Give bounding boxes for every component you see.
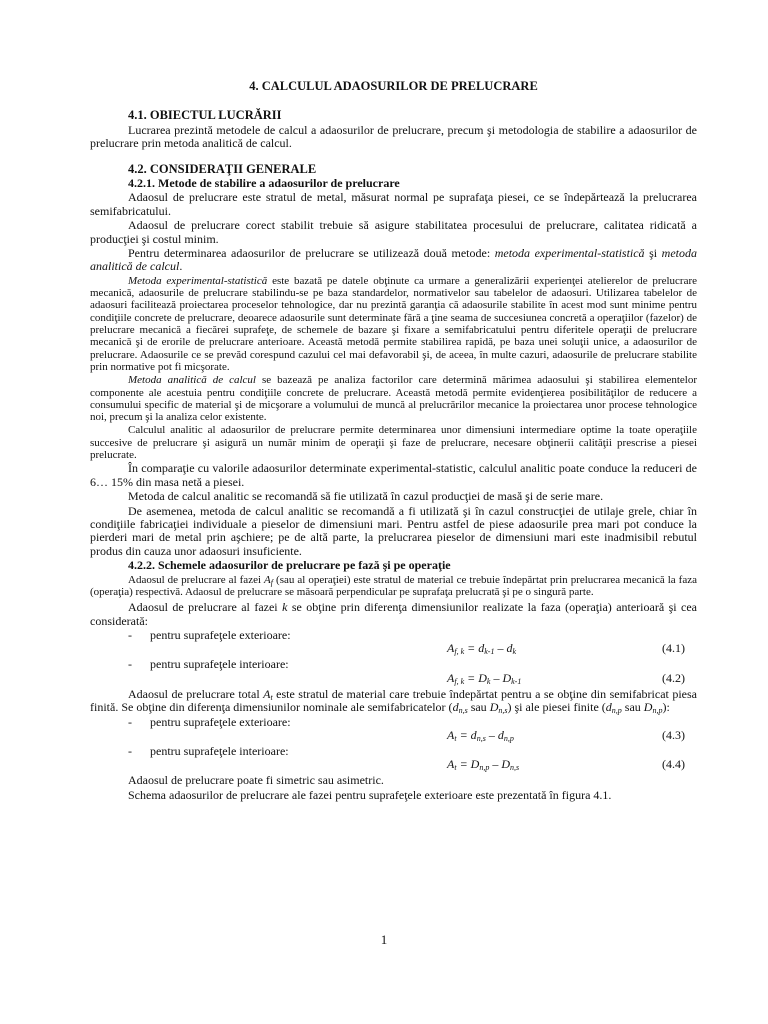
equation-number: (4.2)	[662, 670, 685, 685]
equation-number: (4.1)	[662, 641, 685, 656]
paragraph-total-allowance: Adaosul de prelucrare total $A_t$ este stratul de material care trebuie îndepărtat pentru a se obţine din semifabricat piesa finită. Se obţine din diferenţa dimensiunilor nominale ale semifabricatelor ($d_{n,s}$ sau $D_{n,s}$) şi ale piesei finite ($d_{n,p}$ sau $D_{n,p}$):	[90, 686, 697, 716]
equation-4-3	[90, 729, 697, 743]
paragraph-analytical-calculation: Calculul analitic al adaosurilor de prelucrare permite determinarea unor dimensiuni intermediare optime la toate operaţiile succesive de prelucrare şi asigură un număr minim de operaţii şi faze de prelucrare, necesare obţinerii calităţii prescrise a piesei prelucrate.	[90, 424, 697, 462]
equation-4-4	[90, 758, 697, 772]
paragraph-comparison: În comparaţie cu valorile adaosurilor determinate experimental-statistic, calculul analitic poate conduce la reduceri de 6… 15% din masa netă a piesei.	[90, 461, 697, 489]
list-item-exterior: - pentru suprafeţele exterioare:	[128, 714, 291, 729]
paragraph-symmetry: Adaosul de prelucrare poate fi simetric sau asimetric.	[128, 773, 384, 788]
equation-formula: $A_t = d_{n,s} - d_{n,p}$	[447, 728, 514, 744]
paragraph-definition: Adaosul de prelucrare este stratul de metal, măsurat normal pe suprafaţa piesei, ce se îndepărtează la prelucrarea semifabricatului.	[90, 190, 697, 218]
subsection-heading-4-2-2: 4.2.2. Schemele adaosurilor de prelucrare pe fază şi pe operaţie	[128, 558, 451, 573]
equation-4-1	[90, 642, 697, 656]
chapter-title: 4. CALCULUL ADAOSURILOR DE PRELUCRARE	[249, 79, 538, 93]
section-heading-4-1: 4.1. OBIECTUL LUCRĂRII	[128, 108, 282, 123]
list-item-interior: - pentru suprafeţele interioare:	[128, 744, 289, 759]
equation-formula: $A_t = D_{n,p} - D_{n,s}$	[447, 757, 520, 773]
page-number: 1	[380, 932, 388, 947]
equation-number: (4.3)	[662, 728, 685, 743]
paragraph-objective: Lucrarea prezintă metodele de calcul a adaosurilor de prelucrare, precum şi metodologia de stabilire a adaosurilor de prelucrare prin metoda analitică de calcul.	[90, 122, 697, 151]
paragraph-recommendation: Metoda de calcul analitic se recomandă să fie utilizată în cazul producţiei de masă şi de serie mare.	[128, 489, 604, 504]
paragraph-phase-k: Adaosul de prelucrare al fazei k se obţine prin diferenţa dimensiunilor realizate la faza (operaţia) anterioară şi cea considerată:	[90, 600, 697, 628]
page-content	[90, 80, 697, 803]
subsection-heading-4-2-1: 4.2.1. Metode de stabilire a adaosurilor de prelucrare	[128, 176, 400, 191]
equation-formula: $A_{f, k} = D_k - D_{k-1}$	[447, 670, 522, 686]
section-heading-4-2: 4.2. CONSIDERAŢII GENERALE	[128, 161, 317, 176]
paragraph-requirements: Adaosul de prelucrare corect stabilit trebuie să asigure stabilitatea procesului de prelucrare, calitatea ridicată a producţiei şi costul minim.	[90, 218, 697, 246]
paragraph-analytical-method: Metoda analitică de calcul se bazează pe analiza factorilor care determină mărimea adaosului şi stabilirea elementelor componente ale acestuia pentru condiţiile concrete de prelucrare. Această metodă permite evidenţierea posibilităţilor de reducere a consumului specific de material şi de micşorare a volumului de muncă al prelucrărilor mecanice la proiectarea unor procese tehnologice noi, precum şi la analiza celor existente.	[90, 374, 697, 424]
equation-formula: $A_{f, k} = d_{k-1} - d_k$	[447, 641, 517, 657]
equation-4-2	[90, 672, 697, 686]
paragraph-experimental-method: Metoda experimental-statistică este bazată pe datele obţinute ca urmare a generalizării experienţei atelierelor de prelucrare mecanică, adaosurile de prelucrare stabilindu-se pe baza standardelor, normativelor sau tabelelor de adaosuri. Utilizarea tabelelor de adaosuri facilitează proiectarea proceselor tehnologice, dar nu prezintă garanţia că adaosurile stabilite în acest mod sunt minime pentru condiţiile concrete de prelucrare, deoarece adaosurile sunt determinate fără a ţine seama de succesiunea concretă a operaţiilor (fazelor) de prelucrare mecanică a fiecărei suprafeţe, de schemele de bazare şi fixare a semifabricatului pentru diferitele operaţii de prelucrare mecanică şi de erorile de prelucrare anterioare. Această metodă permite stabilirea rapidă, pe baza unei soluţii unice, a adaosurilor de prelucrare. Adaosurile ce se prevăd corespund cazului cel mai defavorabil şi, de aceea, în multe cazuri, adaosurile de prelucrare stabilite prin normative pot fi micşorate.	[90, 274, 697, 373]
list-item-interior: - pentru suprafeţele interioare:	[128, 657, 289, 672]
list-item-exterior: - pentru suprafeţele exterioare:	[128, 627, 291, 642]
paragraph-methods: Pentru determinarea adaosurilor de prelucrare se utilizează două metode: metoda experimental-statistică şi metoda analitică de calcul.	[90, 246, 697, 274]
equation-number: (4.4)	[662, 757, 685, 772]
paragraph-figure-reference: Schema adaosurilor de prelucrare ale fazei pentru suprafeţele exterioare este prezentată în figura 4.1.	[128, 787, 612, 802]
paragraph-heavy-equipment: De asemenea, metoda de calcul analitic se recomandă a fi utilizată şi în cazul construcţiei de utilaje grele, chiar în condiţiile fabricaţiei individuale a pieselor de dimensiuni mari. Pentru astfel de piese adaosurile prea mari pot conduce la pierderi mari de metal prin aşchiere; pe de altă parte, la prelucrarea pieselor de dimensiuni mari este inadmisibil rebutul produs din cauza unor adaosuri insuficiente.	[90, 503, 697, 558]
paragraph-phase-allowance: Adaosul de prelucrare al fazei $A_f$ (sau al operaţiei) este stratul de material ce trebuie îndepărtat prin prelucrarea mecanică la faza (operaţia) respectivă. Adaosul de prelucrare se măsoară perpendicular pe suprafaţa prelucrată şi pe o singură parte.	[90, 573, 697, 598]
